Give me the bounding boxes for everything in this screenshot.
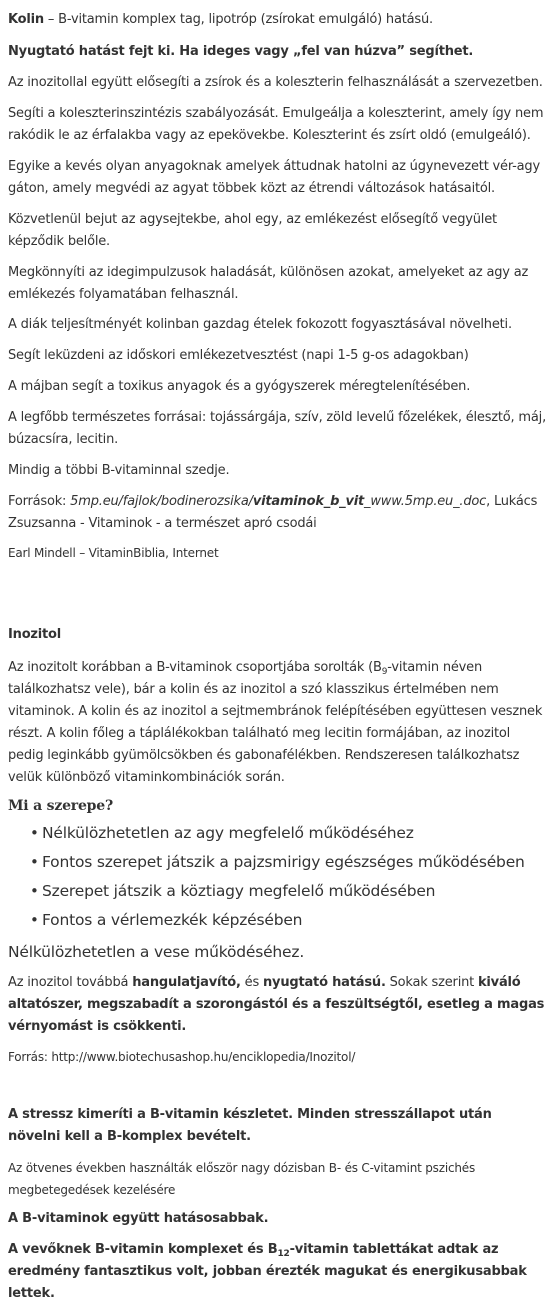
role-list-item: • Szerepet játszik a köztiagy megfelelő működésében [30, 882, 436, 900]
kolin-paragraph: Az inozitollal együtt elősegíti a zsírok és a koleszterin felhasználását a szervezetben. [8, 75, 543, 90]
kolin-sources [8, 491, 546, 535]
inozitol-source: Forrás: http://www.biotechusashop.hu/enciklopedia/Inozitol/ [8, 1050, 356, 1064]
sources-label: Források: [8, 494, 71, 509]
kolin-paragraph: Megkönnyíti az idegimpulzusok haladását, különösen azokat, amelyeket az agy az emlékezés folyamatában felhasznál. [8, 265, 529, 302]
role-list-item: • Fontos a vérlemezkék képzésében [30, 911, 303, 929]
inozitol-intro: Az inozitolt korábban a B-vitaminok csoportjába sorolták ($B_9$-vitamin néven találkozhatsz vele), bár a kolin és az inozitol a szó klasszikus értelmében nem vitaminok. A kolin és az inozitol a sejtmembránok felépítésében együttesen vesznek részt. A kolin főleg a táplálékokban található meg lecitin formájában, az inozitol pedig leginkább gyümölcsökben és gabonafélékben. Rendszeresen találkozhatsz velük különböző vitaminkombinációk során. [8, 660, 543, 785]
kolin-intro [8, 9, 546, 31]
kolin-paragraph: Segít leküzdeni az időskori emlékezetvesztést (napi 1-5 g-os adagokban) [8, 348, 469, 363]
kolin-paragraph: Közvetlenül bejut az agysejtekbe, ahol egy, az emlékezést elősegítő vegyület képződik belőle. [8, 212, 497, 249]
kolin-paragraph: A diák teljesítményét kolinban gazdag ételek fokozott fogyasztásával növelheti. [8, 317, 512, 332]
kolin-paragraph: Segíti a koleszterinszintézis szabályozását. Emulgeálja a koleszterint, amely így nem rakódik le az érfalakba vagy az epekövekbe. Koleszterint és zsírt oldó (emulgeáló). [8, 106, 544, 143]
role-list [30, 822, 550, 938]
stress-bold-line: A B-vitaminok együtt hatásosabbak. [8, 1211, 269, 1226]
kolin-intro-text: – B-vitamin komplex tag, lipotróp (zsírokat emulgáló) hatású. [43, 12, 433, 27]
kolin-paragraph: Egyike a kevés olyan anyagoknak amelyek áttudnak hatolni az úgynevezett vér-agy gáton, amely megvédi az agyat többek közt az étrendi változások hatásaitól. [8, 159, 540, 196]
role-list-item: • Fontos szerepet játszik a pajzsmirigy egészséges működésében [30, 853, 525, 871]
kolin-sources-line2: Earl Mindell – VitaminBiblia, Internet [8, 546, 219, 560]
inozitol-title: Inozitol [8, 627, 62, 642]
kolin-paragraph: Mindig a többi B-vitaminnal szedje. [8, 463, 230, 478]
mood-paragraph: Az inozitol továbbá hangulatjavító, és nyugtató hatású. Sokak szerint kiváló altatószer, megszabadít a szorongástól és a feszültségtől, esetleg a magas vérnyomást is csökkenti. [8, 975, 545, 1034]
role-list-item: • Nélkülözhetetlen az agy megfelelő működéséhez [30, 824, 414, 842]
kolin-paragraph: A májban segít a toxikus anyagok és a gyógyszerek méregtelenítésében. [8, 379, 471, 394]
stress-paragraph: Az ötvenes években használták először nagy dózisban B- és C-vitamint pszichés megbetegedések kezelésére [8, 1161, 475, 1197]
role-heading: Mi a szerepe? [8, 798, 113, 814]
kolin-term: Kolin [8, 12, 44, 27]
sources-text: , Lukács Zsuzsanna - Vitaminok - a természet apró csodái [8, 494, 538, 531]
calm-heading: Nyugtató hatást fejt ki. Ha ideges vagy „fel van húzva” segíthet. [8, 44, 474, 59]
stress-result: A vevőknek B-vitamin komplexet és $B_{12}$-vitamin tablettákat adtak az eredmény fantasztikus volt, jobban érezték magukat és energikusabbak lettek. [8, 1242, 527, 1301]
sources-link[interactable]: 5mp.eu/fajlok/bodinerozsika/vitaminok_b_vit_www.5mp.eu_.doc [70, 494, 487, 509]
kidney-note: Nélkülözhetetlen a vese működéséhez. [8, 943, 305, 961]
stress-heading: A stressz kimeríti a B-vitamin készletet. Minden stresszállapot után növelni kell a B-komplex bevételt. [8, 1107, 492, 1144]
kolin-paragraph: A legfőbb természetes forrásai: tojássárgája, szív, zöld levelű főzelékek, élesztő, máj, búzacsíra, lecitin. [8, 410, 546, 447]
